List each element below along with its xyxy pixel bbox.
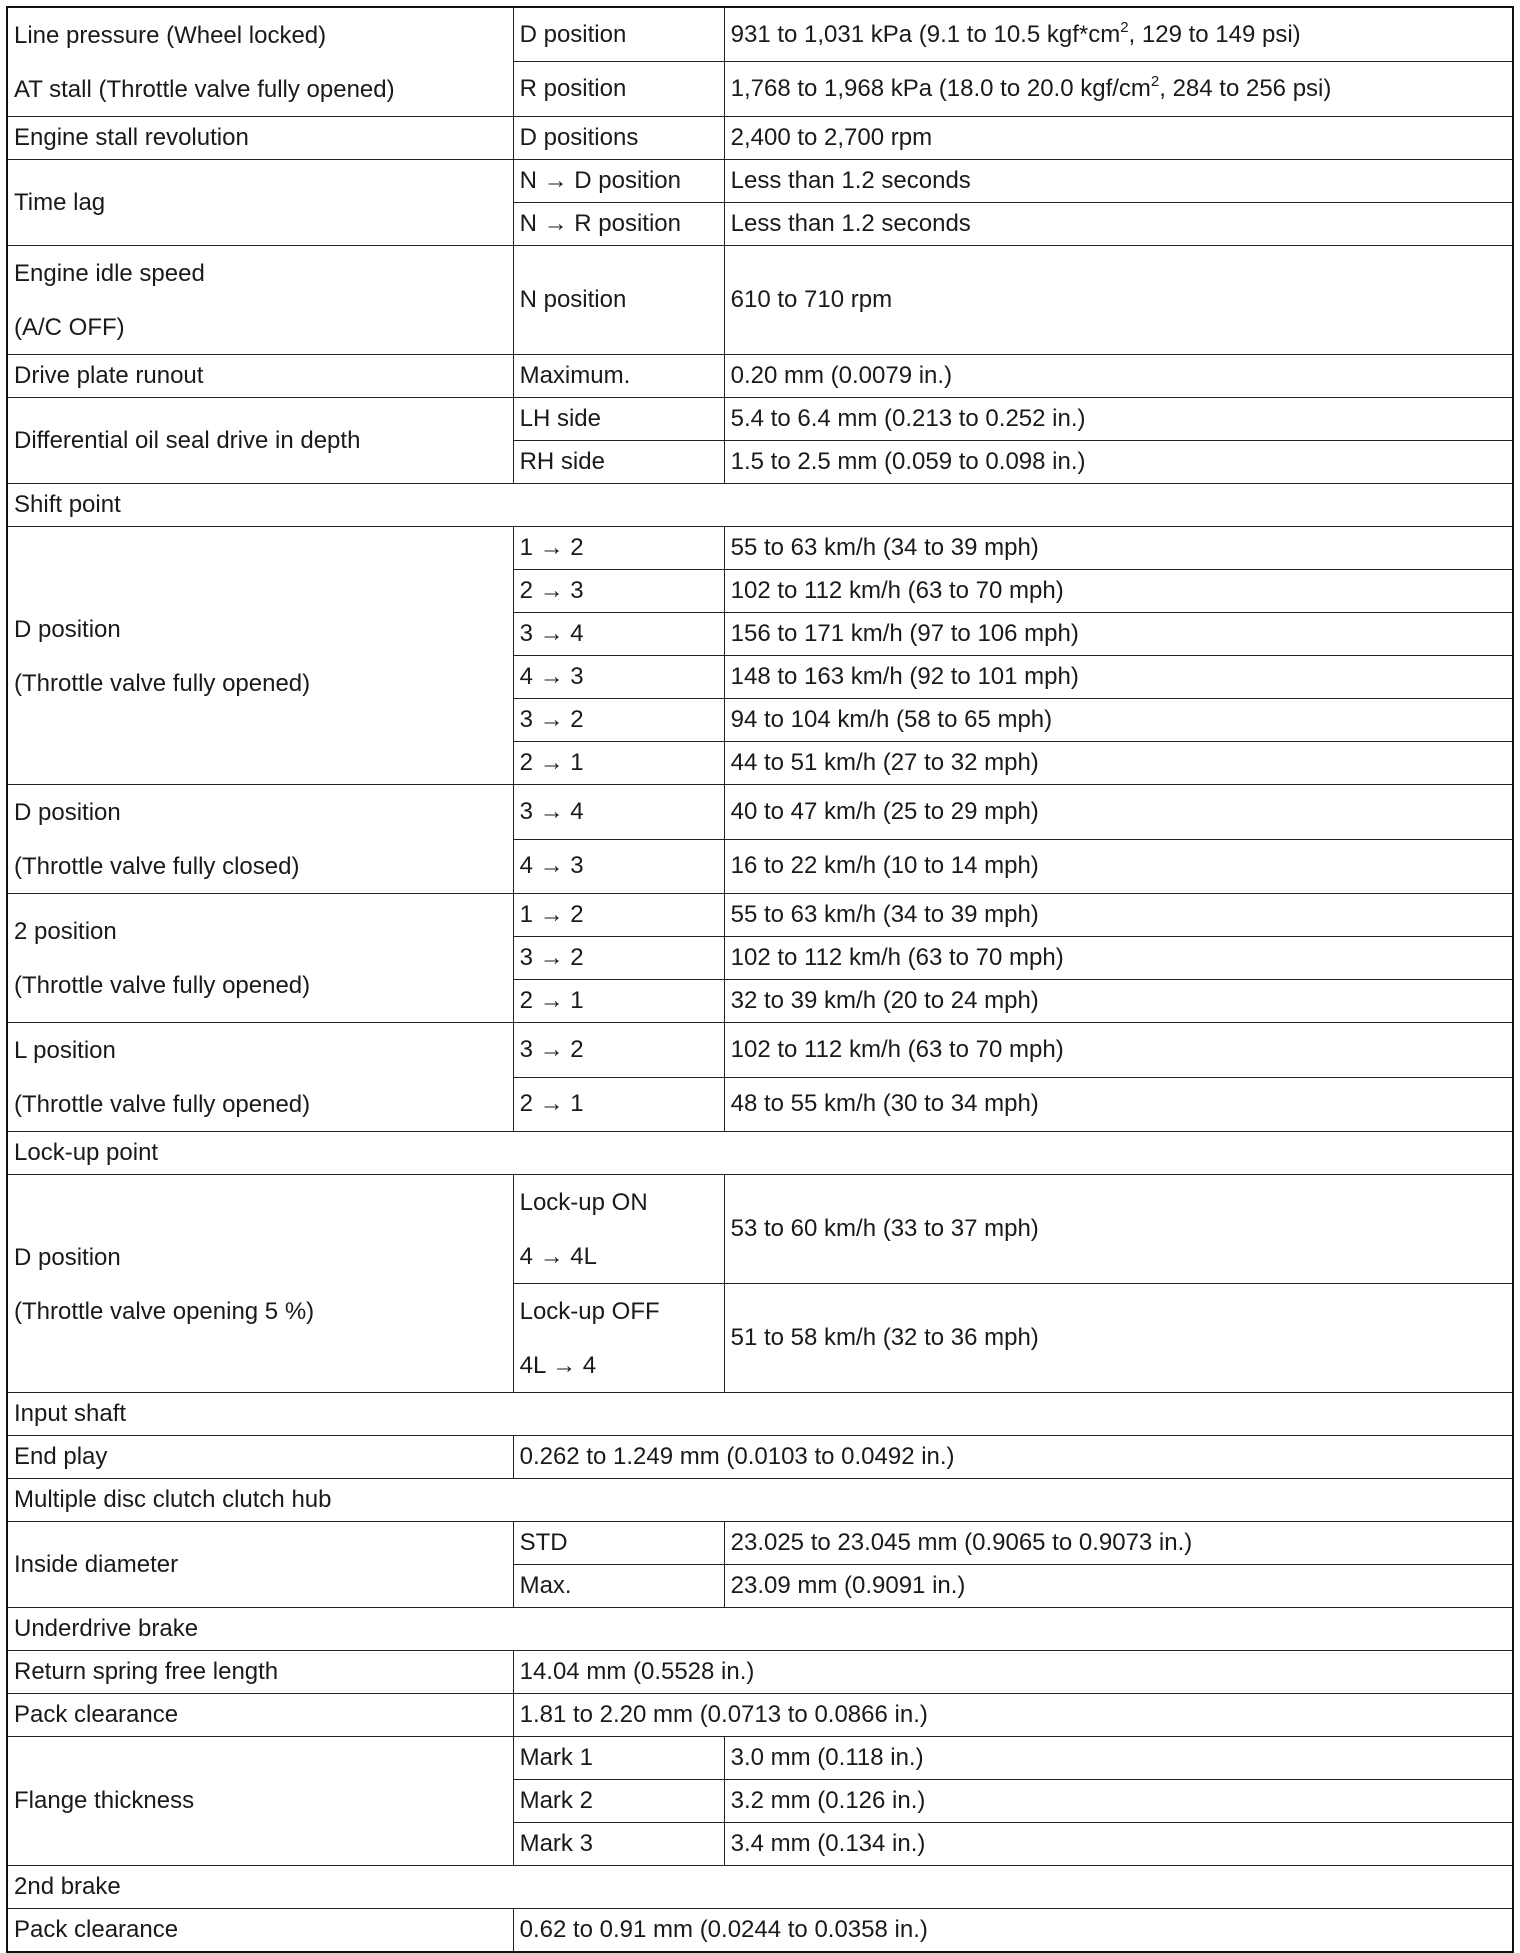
flange-pos: Mark 1 — [513, 1737, 724, 1780]
two-open-label-a: 2 position — [14, 918, 117, 945]
l-open-val: 102 to 112 km/h (63 to 70 mph) — [724, 1023, 1513, 1078]
d-open-val: 44 to 51 km/h (27 to 32 mph) — [724, 742, 1513, 785]
line-pressure-r-val — [724, 62, 1513, 117]
clutch-hub-heading: Multiple disc clutch clutch hub — [7, 1479, 1513, 1522]
d-open-pos: 2 → 1 — [513, 742, 724, 785]
d-open-pos: 4 → 3 — [513, 656, 724, 699]
lockup-off-b: 4L → 4 — [519, 1352, 597, 1379]
drive-plate-pos: Maximum. — [513, 355, 724, 398]
line-pressure-d-val-a: 931 to 1,031 kPa (9.1 to 10.5 kgf*cm — [730, 20, 1121, 48]
d-open-pos: 2 → 3 — [513, 570, 724, 613]
d-open-pos: 1 → 2 — [513, 527, 724, 570]
lockup-off-pos — [513, 1284, 724, 1393]
line-pressure-d-val-b: , 129 to 149 psi) — [1128, 20, 1301, 48]
idle-label — [7, 246, 513, 355]
pack-2nd-val: 0.62 to 0.91 mm (0.0244 to 0.0358 in.) — [513, 1909, 1513, 1952]
two-open-label — [7, 894, 513, 1023]
d-open-label-b: (Throttle valve fully opened) — [14, 669, 311, 697]
lockup-on-a: Lock-up ON — [519, 1189, 648, 1216]
underdrive-heading: Underdrive brake — [7, 1608, 1513, 1651]
d-open-val: 94 to 104 km/h (58 to 65 mph) — [724, 699, 1513, 742]
return-spring-val: 14.04 mm (0.5528 in.) — [513, 1651, 1513, 1694]
two-open-val: 102 to 112 km/h (63 to 70 mph) — [724, 937, 1513, 980]
d-open-val: 102 to 112 km/h (63 to 70 mph) — [724, 570, 1513, 613]
inside-dia-std-pos: STD — [513, 1522, 724, 1565]
l-open-val: 48 to 55 km/h (30 to 34 mph) — [724, 1077, 1513, 1132]
pack-2nd-label: Pack clearance — [7, 1909, 513, 1952]
diff-seal-rh-val: 1.5 to 2.5 mm (0.059 to 0.098 in.) — [724, 441, 1513, 484]
two-open-pos: 3 → 2 — [513, 937, 724, 980]
lockup-d-label-a: D position — [14, 1243, 121, 1271]
engine-stall-val: 2,400 to 2,700 rpm — [724, 117, 1513, 160]
engine-stall-label: Engine stall revolution — [7, 117, 513, 160]
two-open-label-b: (Throttle valve fully opened) — [14, 972, 311, 999]
time-lag-nr-pos: N → R position — [513, 203, 724, 246]
idle-val: 610 to 710 rpm — [724, 246, 1513, 355]
line-pressure-label — [7, 7, 513, 117]
line-pressure-r-val-a: 1,768 to 1,968 kPa (18.0 to 20.0 kgf/cm — [730, 75, 1151, 103]
end-play-label: End play — [7, 1436, 513, 1479]
d-closed-pos: 3 → 4 — [513, 785, 724, 840]
d-closed-label-b: (Throttle valve fully closed) — [14, 853, 300, 880]
d-closed-val: 16 to 22 km/h (10 to 14 mph) — [724, 839, 1513, 894]
d-open-label-a: D position — [14, 615, 121, 643]
diff-seal-lh-pos: LH side — [513, 398, 724, 441]
lockup-off-val: 51 to 58 km/h (32 to 36 mph) — [724, 1284, 1513, 1393]
d-closed-label-a: D position — [14, 799, 121, 826]
time-lag-nr-val: Less than 1.2 seconds — [724, 203, 1513, 246]
d-open-pos: 3 → 2 — [513, 699, 724, 742]
inside-dia-label: Inside diameter — [7, 1522, 513, 1608]
time-lag-nd-val: Less than 1.2 seconds — [724, 160, 1513, 203]
l-open-label — [7, 1023, 513, 1132]
l-open-label-a: L position — [14, 1037, 116, 1064]
line-pressure-label-a: Line pressure (Wheel locked) — [14, 22, 327, 49]
lockup-on-pos — [513, 1175, 724, 1284]
inside-dia-max-pos: Max. — [513, 1565, 724, 1608]
second-brake-heading: 2nd brake — [7, 1866, 1513, 1909]
inside-dia-std-val: 23.025 to 23.045 mm (0.9065 to 0.9073 in.) — [724, 1522, 1513, 1565]
line-pressure-d-val-sup: 2 — [1120, 18, 1129, 36]
d-open-pos: 3 → 4 — [513, 613, 724, 656]
lockup-off-a: Lock-up OFF — [519, 1298, 660, 1325]
d-closed-pos: 4 → 3 — [513, 839, 724, 894]
engine-stall-pos: D positions — [513, 117, 724, 160]
idle-label-a: Engine idle speed — [14, 260, 205, 287]
pack-ud-val: 1.81 to 2.20 mm (0.0713 to 0.0866 in.) — [513, 1694, 1513, 1737]
d-open-val: 148 to 163 km/h (92 to 101 mph) — [724, 656, 1513, 699]
end-play-val: 0.262 to 1.249 mm (0.0103 to 0.0492 in.) — [513, 1436, 1513, 1479]
time-lag-label: Time lag — [7, 160, 513, 246]
d-open-val: 156 to 171 km/h (97 to 106 mph) — [724, 613, 1513, 656]
drive-plate-val: 0.20 mm (0.0079 in.) — [724, 355, 1513, 398]
inside-dia-max-val: 23.09 mm (0.9091 in.) — [724, 1565, 1513, 1608]
d-open-val: 55 to 63 km/h (34 to 39 mph) — [724, 527, 1513, 570]
diff-seal-rh-pos: RH side — [513, 441, 724, 484]
l-open-label-b: (Throttle valve fully opened) — [14, 1091, 311, 1118]
flange-val: 3.2 mm (0.126 in.) — [724, 1780, 1513, 1823]
line-pressure-r-pos: R position — [513, 62, 724, 117]
l-open-pos: 3 → 2 — [513, 1023, 724, 1078]
lockup-on-b: 4 → 4L — [519, 1243, 597, 1270]
flange-pos: Mark 2 — [513, 1780, 724, 1823]
two-open-pos: 1 → 2 — [513, 894, 724, 937]
pack-ud-label: Pack clearance — [7, 1694, 513, 1737]
input-shaft-heading: Input shaft — [7, 1393, 1513, 1436]
line-pressure-d-val — [724, 7, 1513, 62]
drive-plate-label: Drive plate runout — [7, 355, 513, 398]
d-closed-val: 40 to 47 km/h (25 to 29 mph) — [724, 785, 1513, 840]
lockup-d-label — [7, 1175, 513, 1393]
time-lag-nd-pos: N → D position — [513, 160, 724, 203]
idle-label-b: (A/C OFF) — [14, 314, 125, 341]
d-closed-label — [7, 785, 513, 894]
return-spring-label: Return spring free length — [7, 1651, 513, 1694]
idle-pos: N position — [513, 246, 724, 355]
flange-val: 3.4 mm (0.134 in.) — [724, 1823, 1513, 1866]
line-pressure-d-pos: D position — [513, 7, 724, 62]
line-pressure-label-b: AT stall (Throttle valve fully opened) — [14, 76, 395, 103]
two-open-val: 32 to 39 km/h (20 to 24 mph) — [724, 980, 1513, 1023]
lockup-d-label-b: (Throttle valve opening 5 %) — [14, 1297, 315, 1325]
lockup-on-val: 53 to 60 km/h (33 to 37 mph) — [724, 1175, 1513, 1284]
two-open-val: 55 to 63 km/h (34 to 39 mph) — [724, 894, 1513, 937]
l-open-pos: 2 → 1 — [513, 1077, 724, 1132]
spec-table — [6, 6, 1514, 1953]
flange-val: 3.0 mm (0.118 in.) — [724, 1737, 1513, 1780]
d-open-label — [7, 527, 513, 785]
lockup-heading: Lock-up point — [7, 1132, 1513, 1175]
two-open-pos: 2 → 1 — [513, 980, 724, 1023]
flange-pos: Mark 3 — [513, 1823, 724, 1866]
diff-seal-label: Differential oil seal drive in depth — [7, 398, 513, 484]
diff-seal-lh-val: 5.4 to 6.4 mm (0.213 to 0.252 in.) — [724, 398, 1513, 441]
shift-point-heading: Shift point — [7, 484, 1513, 527]
flange-label: Flange thickness — [7, 1737, 513, 1866]
line-pressure-r-val-sup: 2 — [1150, 73, 1160, 91]
line-pressure-r-val-b: , 284 to 256 psi) — [1159, 75, 1332, 103]
